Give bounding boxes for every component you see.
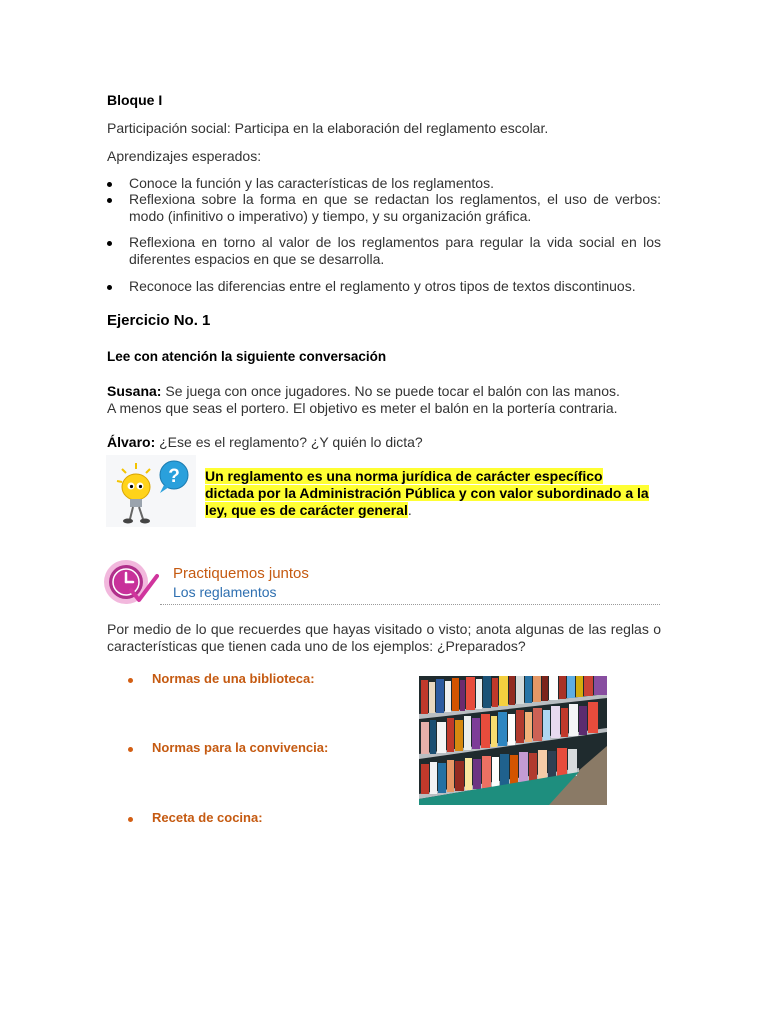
definition-text [205, 468, 655, 519]
block-title: Bloque I [107, 92, 163, 108]
svg-text:?: ? [168, 466, 180, 487]
participation-line: Participación social: Participa en la elaboración del reglamento escolar. [107, 120, 549, 136]
instruction-text: Lee con atención la siguiente conversación [107, 349, 387, 364]
learning-item-4: Reconoce las diferencias entre el reglamento y otros tipos de textos discontinuos. [129, 278, 636, 294]
bullet-dot [107, 198, 112, 203]
lightbulb-question-icon [106, 455, 196, 527]
dialogue-text: ¿Ese es el reglamento? ¿Y quién lo dicta? [155, 434, 423, 450]
dialogue-text: Se juega con once jugadores. No se puede tocar el balón con las manos. A menos que seas el portero. El objetivo es meter el balón en la portería contraria. [107, 383, 620, 416]
learning-item-3: Reflexiona en torno al valor de los reglamentos para regular la vida social en los diferentes espacios en que se desarrolla. [129, 234, 661, 267]
section-divider [160, 604, 660, 605]
learning-label: Aprendizajes esperados: [107, 148, 262, 164]
speaker-name: Susana: [107, 383, 162, 399]
definition-highlight: Un reglamento es una norma jurídica de carácter específico dictada por la Administración Pública y con valor subordinado a la ley, que es de carácter general [205, 468, 649, 518]
example-recipe: Receta de cocina: [152, 810, 263, 825]
speaker-name: Álvaro: [107, 434, 156, 450]
exercise-title: Ejercicio No. 1 [107, 312, 211, 329]
dialogue-alvaro [107, 434, 627, 451]
dialogue-susana [107, 383, 627, 417]
bullet-dot [128, 747, 133, 752]
bullet-dot [128, 678, 133, 683]
definition-period: . [407, 502, 412, 518]
clock-check-icon [101, 556, 159, 608]
section-subtitle: Los reglamentos [173, 584, 277, 600]
bullet-dot [107, 285, 112, 290]
example-coexistence: Normas para la convivencia: [152, 740, 329, 755]
bullet-dot [107, 241, 112, 246]
example-library: Normas de una biblioteca: [152, 671, 315, 686]
learning-item-1: Conoce la función y las características de los reglamentos. [129, 175, 494, 191]
learning-item-2: Reflexiona sobre la forma en que se redactan los reglamentos, el uso de verbos: modo (infinitivo o imperativo) y tiempo, y su organización gráfica. [129, 191, 661, 224]
library-shelf-photo [419, 676, 607, 805]
section-title: Practiquemos juntos [173, 565, 309, 582]
bullet-dot [128, 817, 133, 822]
activity-prompt: Por medio de lo que recuerdes que hayas visitado o visto; anota algunas de las reglas o características que tienen cada uno de los ejemplos: ¿Preparados? [107, 621, 661, 654]
bullet-dot [107, 182, 112, 187]
